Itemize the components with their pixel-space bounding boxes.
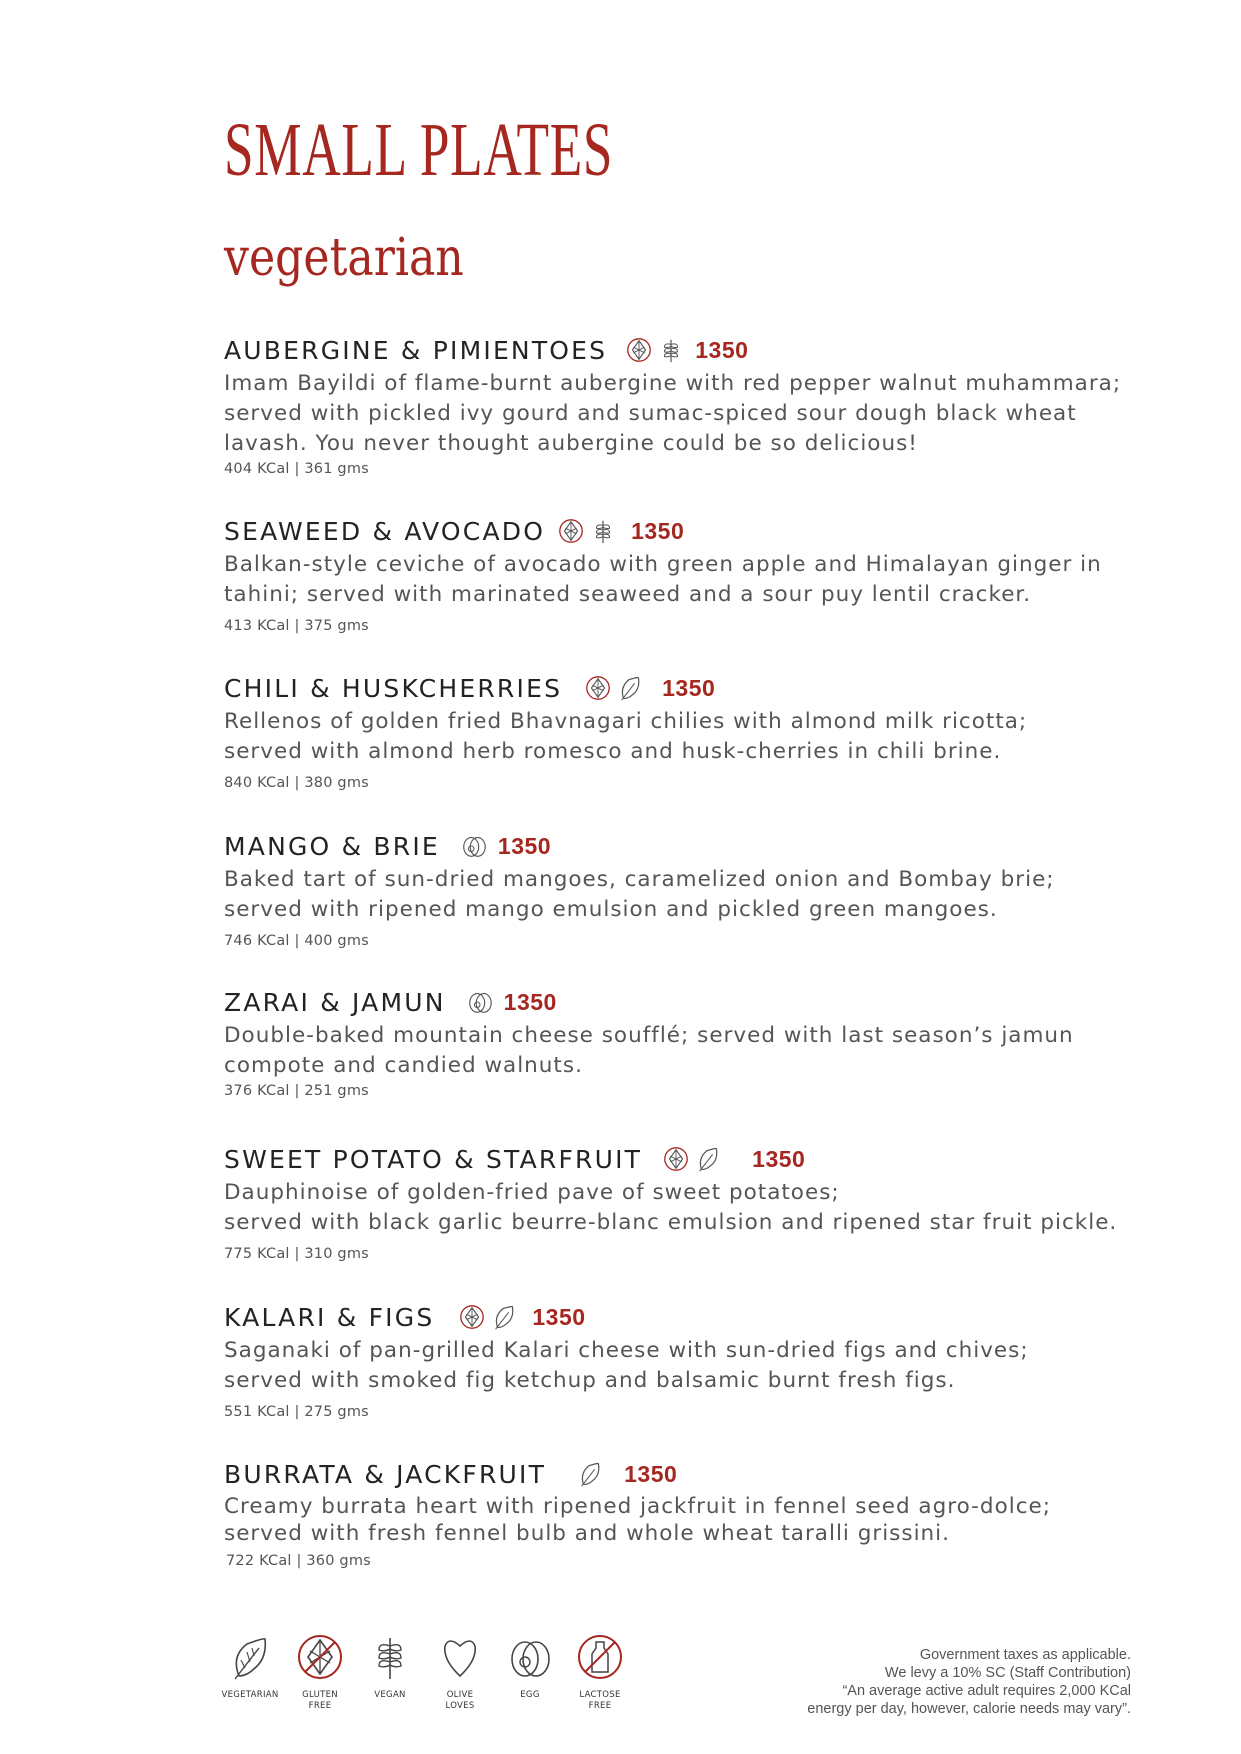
item-price: 1350 (503, 988, 557, 1015)
item-diet-icons (584, 674, 644, 702)
legend-item-gluten-free (286, 1632, 354, 1712)
gluten-free-icon (625, 336, 653, 364)
item-price: 1350 (695, 336, 749, 363)
vegetarian-icon (694, 1145, 722, 1173)
item-diet-icons (460, 832, 488, 860)
legend-label: LACTOSE FREE (579, 1690, 621, 1711)
item-nutrition: 775 KCal | 310 gms (224, 1246, 369, 1262)
item-nutrition: 404 KCal | 361 gms (224, 461, 369, 477)
legend-item-vegetarian (216, 1632, 284, 1712)
item-price: 1350 (631, 517, 685, 544)
item-name: BURRATA & JACKFRUIT (224, 1459, 547, 1489)
item-description: Double-baked mountain cheese soufflé; served with last season’s jamun compote and candied walnuts. (224, 1023, 1074, 1078)
vegetarian-icon (576, 1460, 604, 1488)
footnote-line: energy per day, however, calorie needs may vary”. (807, 1701, 1131, 1717)
item-diet-icons (557, 517, 617, 545)
item-price: 1350 (624, 1460, 678, 1487)
item-nutrition: 551 KCal | 275 gms (224, 1404, 369, 1420)
item-description: Saganaki of pan-grilled Kalari cheese with sun-dried figs and chives; served with smoked fig ketchup and balsamic burnt fresh figs. (224, 1338, 1029, 1393)
tax-footnote (807, 1646, 1131, 1718)
menu-item (224, 829, 1124, 949)
item-description: Dauphinoise of golden-fried pave of sweet potatoes; served with black garlic beurre-blanc emulsion and ripened star fruit pickle. (224, 1180, 1118, 1235)
egg-icon (466, 988, 494, 1016)
legend-label: GLUTEN FREE (302, 1690, 338, 1711)
vegetarian-icon (616, 674, 644, 702)
legend-label: VEGETARIAN (221, 1690, 279, 1700)
gluten-free-icon (557, 517, 585, 545)
legend-label: OLIVE LOVES (445, 1690, 475, 1711)
vegan-icon (657, 336, 685, 364)
page-title: SMALL PLATES (224, 108, 614, 192)
item-description: Creamy burrata heart with ripened jackfruit in fennel seed agro-dolce; served with fresh fennel bulb and whole wheat taralli grissini. (224, 1494, 1051, 1546)
gluten-free-icon (662, 1145, 690, 1173)
menu-item (224, 985, 1124, 1099)
menu-item (224, 333, 1124, 477)
legend-item-olive-loves (426, 1632, 494, 1712)
item-description: Baked tart of sun-dried mangoes, caramelized onion and Bombay brie; served with ripened mango emulsion and pickled green mangoes. (224, 867, 1055, 922)
vegetarian-icon (490, 1303, 518, 1331)
item-name: AUBERGINE & PIMIENTOES (224, 335, 608, 365)
vegetarian-icon (225, 1632, 275, 1682)
menu-item (224, 1300, 1124, 1420)
item-nutrition: 746 KCal | 400 gms (224, 933, 369, 949)
item-nutrition: 722 KCal | 360 gms (226, 1553, 371, 1569)
gluten-free-icon (458, 1303, 486, 1331)
egg-icon (460, 832, 488, 860)
item-price: 1350 (662, 674, 716, 701)
item-description: Imam Bayildi of flame-burnt aubergine with red pepper walnut muhammara; served with pickled ivy gourd and sumac-spiced sour dough black wheat lavash. You never thought aubergine could be so delicious! (224, 371, 1122, 456)
menu-item (224, 671, 1124, 791)
item-description: Balkan-style ceviche of avocado with green apple and Himalayan ginger in tahini; served with marinated seaweed and a sour puy lentil cracker. (224, 552, 1102, 607)
legend-item-lactose-free (566, 1632, 634, 1712)
legend-label: VEGAN (374, 1690, 406, 1700)
vegan-icon (365, 1632, 415, 1682)
menu-item (224, 1457, 1124, 1569)
footnote-line: Government taxes as applicable. (919, 1647, 1131, 1663)
item-diet-icons (662, 1145, 722, 1173)
item-diet-icons (458, 1303, 518, 1331)
item-diet-icons (466, 988, 494, 1016)
item-nutrition: 376 KCal | 251 gms (224, 1083, 369, 1099)
section-subtitle: vegetarian (224, 228, 464, 288)
item-name: CHILI & HUSKCHERRIES (224, 673, 563, 703)
olive-loves-icon (435, 1632, 485, 1682)
lactose-free-icon (575, 1632, 625, 1682)
item-nutrition: 840 KCal | 380 gms (224, 775, 369, 791)
item-name: ZARAI & JAMUN (224, 987, 446, 1017)
footnote-line: “An average active adult requires 2,000 KCal (842, 1683, 1131, 1699)
gluten-free-icon (584, 674, 612, 702)
item-name: MANGO & BRIE (224, 831, 440, 861)
legend-item-vegan (356, 1632, 424, 1712)
item-name: SWEET POTATO & STARFRUIT (224, 1144, 643, 1174)
item-price: 1350 (497, 832, 552, 859)
item-price: 1350 (752, 1145, 806, 1172)
item-diet-icons (625, 336, 685, 364)
item-name: SEAWEED & AVOCADO (224, 516, 546, 546)
footnote-line: We levy a 10% SC (Staff Contribution) (884, 1665, 1131, 1681)
item-name: KALARI & FIGS (224, 1302, 435, 1332)
item-description: Rellenos of golden fried Bhavnagari chilies with almond milk ricotta; served with almond herb romesco and husk-cherries in chili brine. (224, 709, 1028, 764)
vegan-icon (589, 517, 617, 545)
menu-item (224, 1142, 1124, 1262)
diet-legend (216, 1632, 636, 1712)
menu-item (224, 514, 1124, 634)
gluten-free-icon (295, 1632, 345, 1682)
item-diet-icons (576, 1460, 604, 1488)
legend-item-egg (496, 1632, 564, 1712)
egg-icon (505, 1632, 555, 1682)
item-nutrition: 413 KCal | 375 gms (224, 618, 369, 634)
item-price: 1350 (532, 1303, 586, 1330)
legend-label: EGG (520, 1690, 540, 1700)
